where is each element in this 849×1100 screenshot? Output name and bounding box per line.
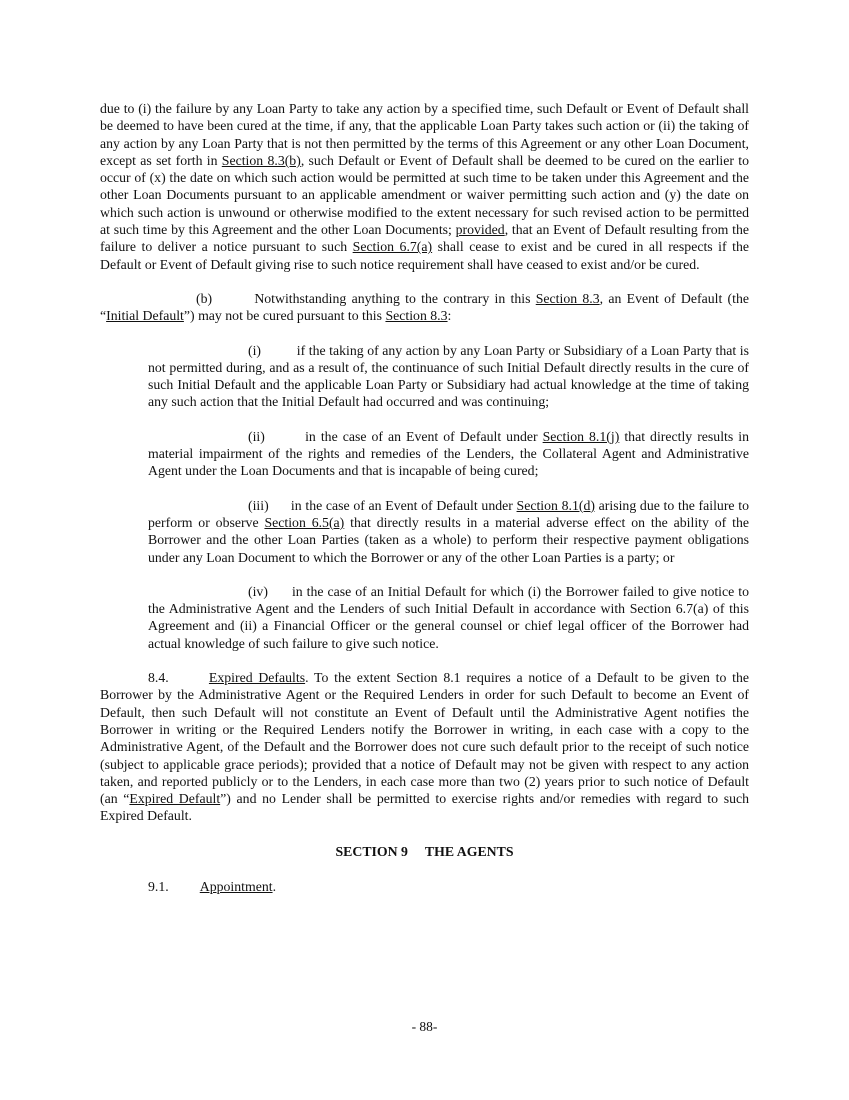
page-number: - 88- (411, 1019, 438, 1034)
clause-label: (ii) (248, 428, 265, 444)
clause-ii (148, 428, 749, 480)
text: . To the extent Section 8.1 requires a notice of a Default to be given to the Borrower by the Administrative Agent or the Required Lenders in order for such Default to become an Event of Default, then such Default will not constitute an Event of Default until the Administrative Agent notifies the Borrower in writing or the Required Lenders notify the Borrower in writing, in each case with a copy to the Administrative Agent, of the Default and the Borrower does not cure such default prior to the receipt of such notice (subject to applicable grace periods); provided that a notice of Default may not be given with respect to any action taken, and reported publicly or to the Lenders, in each case more than two (2) years prior to such notice of Default (an “ (100, 670, 749, 807)
defined-term: Expired Default (129, 791, 221, 807)
cross-reference: Section 8.3 (385, 308, 448, 324)
section-title: Expired Defaults (208, 670, 306, 686)
section-8-4 (100, 669, 749, 825)
text: , that an Event of Default resulting from the failure to deliver a notice pursuant to such (100, 222, 749, 255)
text: in the case of an Event of Default under (305, 428, 543, 444)
clause-label: (iii) (248, 497, 269, 513)
text: arising due to the failure to perform or observe (148, 497, 749, 530)
defined-term: Initial Default (106, 308, 184, 324)
text: ”) may not be cured pursuant to this (183, 308, 386, 324)
cross-reference: Section 8.1(d) (516, 497, 595, 513)
clause-label: (iv) (248, 583, 268, 599)
cross-reference: Section 8.1(j) (542, 428, 620, 444)
clause-label: (b) (196, 290, 213, 306)
text: , such Default or Event of Default shall be deemed to be cured on the earlier to occur of (x) the date on which such action would be permitted at such time to be taken under this Agreement and the other Loan Documents pursuant to an applicable amendment or waiver permitting such action and (y) the date on which such action is unwound or otherwise modified to the extent necessary for such revised action to be permitted at such time by this Agreement and the other Loan Documents; (100, 152, 749, 238)
section-number: 8.4. (148, 670, 169, 686)
section-heading: SECTION 9 THE AGENTS (335, 843, 514, 859)
provided-term: provided (455, 222, 505, 238)
clause-iv (148, 583, 749, 652)
section-title: Appointment (199, 878, 273, 894)
cross-reference: Section 8.3 (535, 290, 600, 306)
cross-reference: Section 8.3(b) (221, 152, 301, 168)
text: , an Event of Default (the “ (100, 290, 750, 324)
text: in the case of an Initial Default for which (i) the Borrower failed to give notice to the Administrative Agent and the Lenders of such Initial Default in accordance with Section 6.7(a) of this Agreement and (ii) a Financial Officer or the general counsel or chief legal officer of the Borrower had actual knowledge of such failure to give such notice. (148, 583, 749, 651)
text: ”) and no Lender shall be permitted to exercise rights and/or remedies with regard to such Expired Default. (100, 791, 749, 824)
subsection-9-1 (100, 878, 749, 895)
text: Notwithstanding anything to the contrary in this (254, 290, 536, 306)
cross-reference: Section 6.7(a) (352, 239, 433, 255)
text: . (272, 878, 277, 894)
text: if the taking of any action by any Loan Party or Subsidiary of a Loan Party that is not permitted during, and as a result of, the continuance of such Initial Default directly results in the cure of such Initial Default and the applicable Loan Party or Subsidiary had actual knowledge at the time of taking any such action that the Initial Default had occurred and was continuing; (148, 342, 749, 410)
text: shall cease to exist and be cured in all respects if the Default or Event of Default giving rise to such notice requirement shall have ceased to exist and/or be cured. (100, 239, 749, 272)
clause-i (148, 342, 749, 411)
clause-iii (148, 497, 749, 566)
document-page (100, 100, 749, 895)
text: : (447, 308, 452, 324)
text: that directly results in a material adverse effect on the ability of the Borrower and the other Loan Parties (taken as a whole) to perform their respective payment obligations under any Loan Document to which the Borrower or any of the other Loan Parties is a party; or (148, 514, 749, 565)
text: due to (i) the failure by any Loan Party to take any action by a specified time, such Default or Event of Default shall be deemed to have been cured at the time, if any, that the applicable Loan Party takes such action or (ii) the taking of any action by any Loan Party that is not then permitted by the terms of this Agreement or any other Loan Document, except as set forth in (100, 101, 749, 168)
paragraph-a (100, 100, 749, 273)
cross-reference: Section 6.5(a) (264, 514, 345, 530)
paragraph-b (100, 290, 749, 325)
clause-label: (i) (248, 342, 262, 358)
section-number: 9.1. (148, 878, 169, 894)
text: in the case of an Event of Default under (290, 497, 517, 513)
text: that directly results in material impairment of the rights and remedies of the Lenders, the Collateral Agent and Administrative Agent under the Loan Documents and that is incapable of being cured; (148, 428, 749, 479)
